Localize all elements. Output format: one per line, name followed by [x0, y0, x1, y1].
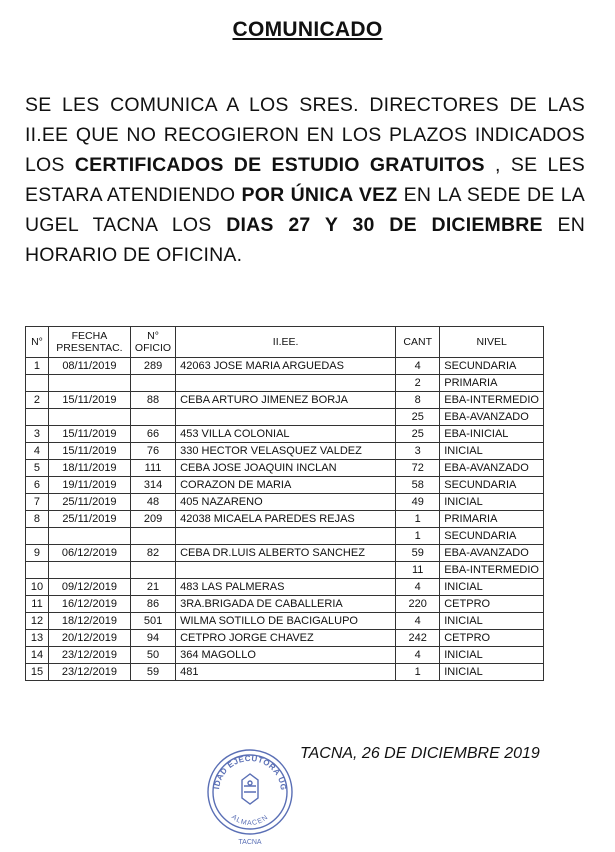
- table-row: [26, 460, 544, 477]
- cell-fecha: 15/11/2019: [48, 443, 130, 460]
- cell-iiee: [176, 375, 396, 392]
- cell-n: 1: [26, 358, 49, 375]
- cell-n: [26, 528, 49, 545]
- cell-iiee: [176, 528, 396, 545]
- table-header-row: [26, 327, 544, 358]
- cell-nivel: SECUNDARIA: [440, 358, 544, 375]
- cell-oficio: 50: [130, 647, 175, 664]
- cell-cant: 72: [396, 460, 440, 477]
- cell-nivel: INICIAL: [440, 579, 544, 596]
- cell-oficio: [130, 562, 175, 579]
- cell-cant: 25: [396, 426, 440, 443]
- cell-iiee: 42063 JOSE MARIA ARGUEDAS: [176, 358, 396, 375]
- cell-fecha: [48, 375, 130, 392]
- header-oficio: N° OFICIO: [130, 327, 175, 358]
- date-line: TACNA, 26 DE DICIEMBRE 2019: [300, 745, 540, 762]
- cell-oficio: 289: [130, 358, 175, 375]
- cell-fecha: 15/11/2019: [48, 426, 130, 443]
- cell-n: 9: [26, 545, 49, 562]
- table-row: [26, 443, 544, 460]
- cell-oficio: 59: [130, 664, 175, 681]
- cell-fecha: [48, 562, 130, 579]
- cell-n: 11: [26, 596, 49, 613]
- cell-n: 2: [26, 392, 49, 409]
- cell-cant: 59: [396, 545, 440, 562]
- cell-fecha: 23/12/2019: [48, 664, 130, 681]
- text-part-4: EN HORARIO DE OFICINA.: [25, 214, 585, 266]
- cell-iiee: CETPRO JORGE CHAVEZ: [176, 630, 396, 647]
- cell-cant: 58: [396, 477, 440, 494]
- cell-oficio: 88: [130, 392, 175, 409]
- cell-iiee: 42038 MICAELA PAREDES REJAS: [176, 511, 396, 528]
- cell-cant: 220: [396, 596, 440, 613]
- cell-oficio: 86: [130, 596, 175, 613]
- cell-iiee: 330 HECTOR VELASQUEZ VALDEZ: [176, 443, 396, 460]
- cell-iiee: [176, 562, 396, 579]
- cell-nivel: EBA-AVANZADO: [440, 545, 544, 562]
- cell-nivel: EBA-INTERMEDIO: [440, 392, 544, 409]
- table-row: [26, 647, 544, 664]
- cell-fecha: 15/11/2019: [48, 392, 130, 409]
- cell-n: 13: [26, 630, 49, 647]
- table-row: [26, 528, 544, 545]
- table-row: [26, 613, 544, 630]
- cell-cant: 2: [396, 375, 440, 392]
- document-title: COMUNICADO: [232, 18, 383, 41]
- stamp-seal-icon: [205, 742, 295, 847]
- cell-nivel: CETPRO: [440, 596, 544, 613]
- cell-nivel: INICIAL: [440, 664, 544, 681]
- cell-fecha: [48, 528, 130, 545]
- cell-n: 7: [26, 494, 49, 511]
- table-row: [26, 358, 544, 375]
- cell-oficio: 314: [130, 477, 175, 494]
- table-row: [26, 511, 544, 528]
- cell-n: [26, 562, 49, 579]
- cell-fecha: [48, 409, 130, 426]
- cell-fecha: 20/12/2019: [48, 630, 130, 647]
- cell-nivel: PRIMARIA: [440, 511, 544, 528]
- cell-iiee: CEBA DR.LUIS ALBERTO SANCHEZ: [176, 545, 396, 562]
- cell-oficio: 48: [130, 494, 175, 511]
- cell-n: [26, 375, 49, 392]
- text-bold-dias: DIAS 27 Y 30 DE DICIEMBRE: [226, 214, 543, 236]
- cell-oficio: 501: [130, 613, 175, 630]
- table-row: [26, 375, 544, 392]
- header-iiee: II.EE.: [176, 327, 396, 358]
- cell-oficio: 111: [130, 460, 175, 477]
- cell-fecha: 18/11/2019: [48, 460, 130, 477]
- table-row: [26, 494, 544, 511]
- header-nivel: NIVEL: [440, 327, 544, 358]
- cell-cant: 11: [396, 562, 440, 579]
- cell-nivel: EBA-AVANZADO: [440, 409, 544, 426]
- table-row: [26, 596, 544, 613]
- cell-nivel: CETPRO: [440, 630, 544, 647]
- cell-iiee: 483 LAS PALMERAS: [176, 579, 396, 596]
- cell-fecha: 06/12/2019: [48, 545, 130, 562]
- cell-oficio: [130, 375, 175, 392]
- cell-cant: 4: [396, 358, 440, 375]
- cell-fecha: 16/12/2019: [48, 596, 130, 613]
- cell-iiee: CORAZON DE MARIA: [176, 477, 396, 494]
- cell-n: 4: [26, 443, 49, 460]
- cell-n: [26, 409, 49, 426]
- cell-n: 10: [26, 579, 49, 596]
- svg-text:ALMACEN: [230, 814, 270, 827]
- cell-oficio: 76: [130, 443, 175, 460]
- cell-iiee: 405 NAZARENO: [176, 494, 396, 511]
- cell-oficio: 66: [130, 426, 175, 443]
- table-row: [26, 630, 544, 647]
- cell-iiee: 481: [176, 664, 396, 681]
- cell-cant: 3: [396, 443, 440, 460]
- table-row: [26, 545, 544, 562]
- cell-fecha: 09/12/2019: [48, 579, 130, 596]
- cell-cant: 8: [396, 392, 440, 409]
- cell-cant: 4: [396, 647, 440, 664]
- cell-iiee: 3RA.BRIGADA DE CABALLERIA: [176, 596, 396, 613]
- cell-nivel: SECUNDARIA: [440, 477, 544, 494]
- cell-nivel: INICIAL: [440, 613, 544, 630]
- cell-nivel: INICIAL: [440, 494, 544, 511]
- cell-oficio: 209: [130, 511, 175, 528]
- cell-oficio: [130, 409, 175, 426]
- cell-cant: 49: [396, 494, 440, 511]
- cell-iiee: 364 MAGOLLO: [176, 647, 396, 664]
- announcement-text: [25, 90, 585, 270]
- cell-n: 3: [26, 426, 49, 443]
- cell-n: 15: [26, 664, 49, 681]
- cell-fecha: 18/12/2019: [48, 613, 130, 630]
- cell-cant: 4: [396, 613, 440, 630]
- cell-nivel: EBA-INTERMEDIO: [440, 562, 544, 579]
- cell-n: 14: [26, 647, 49, 664]
- cell-nivel: EBA-AVANZADO: [440, 460, 544, 477]
- official-stamp: [205, 742, 295, 852]
- cell-cant: 1: [396, 528, 440, 545]
- cell-oficio: 21: [130, 579, 175, 596]
- cell-n: 8: [26, 511, 49, 528]
- header-n: N°: [26, 327, 49, 358]
- cell-cant: 4: [396, 579, 440, 596]
- cell-n: 5: [26, 460, 49, 477]
- cell-fecha: 08/11/2019: [48, 358, 130, 375]
- header-fecha: FECHA PRESENTAC.: [48, 327, 130, 358]
- cell-n: 6: [26, 477, 49, 494]
- table-row: [26, 426, 544, 443]
- cell-fecha: 23/12/2019: [48, 647, 130, 664]
- table-row: [26, 579, 544, 596]
- table-row: [26, 562, 544, 579]
- cell-iiee: 453 VILLA COLONIAL: [176, 426, 396, 443]
- cell-fecha: 19/11/2019: [48, 477, 130, 494]
- cell-oficio: 82: [130, 545, 175, 562]
- header-cant: CANT: [396, 327, 440, 358]
- cell-nivel: SECUNDARIA: [440, 528, 544, 545]
- cell-oficio: [130, 528, 175, 545]
- certificates-table: [25, 326, 544, 681]
- table-row: [26, 477, 544, 494]
- cell-n: 12: [26, 613, 49, 630]
- cell-nivel: PRIMARIA: [440, 375, 544, 392]
- text-part-1: SE LES COMUNICA A LOS SRES. DIRECTORES DE LAS II.EE QUE NO RECOGIERON EN LOS PLAZOS INDICADOS LOS: [25, 94, 585, 176]
- cell-cant: 1: [396, 664, 440, 681]
- stamp-footer-text: TACNA: [238, 839, 262, 846]
- cell-cant: 25: [396, 409, 440, 426]
- cell-nivel: INICIAL: [440, 647, 544, 664]
- table-row: [26, 409, 544, 426]
- cell-iiee: [176, 409, 396, 426]
- text-part-2: , SE LES ESTARA ATENDIENDO: [25, 154, 585, 206]
- cell-nivel: EBA-INICIAL: [440, 426, 544, 443]
- table-row: [26, 392, 544, 409]
- table-row: [26, 664, 544, 681]
- cell-cant: 1: [396, 511, 440, 528]
- text-bold-certificados: CERTIFICADOS DE ESTUDIO GRATUITOS: [74, 154, 485, 176]
- cell-iiee: WILMA SOTILLO DE BACIGALUPO: [176, 613, 396, 630]
- text-bold-unica-vez: POR ÚNICA VEZ: [241, 184, 398, 206]
- cell-iiee: CEBA ARTURO JIMENEZ BORJA: [176, 392, 396, 409]
- cell-iiee: CEBA JOSE JOAQUIN INCLAN: [176, 460, 396, 477]
- cell-cant: 242: [396, 630, 440, 647]
- cell-nivel: INICIAL: [440, 443, 544, 460]
- cell-fecha: 25/11/2019: [48, 494, 130, 511]
- cell-fecha: 25/11/2019: [48, 511, 130, 528]
- text-part-3: EN LA SEDE DE LA UGEL TACNA LOS: [25, 184, 585, 236]
- cell-oficio: 94: [130, 630, 175, 647]
- stamp-bottom-text: ALMACEN: [230, 813, 270, 828]
- stamp-top-text: IDAD EJECUTORA UG: [212, 753, 289, 792]
